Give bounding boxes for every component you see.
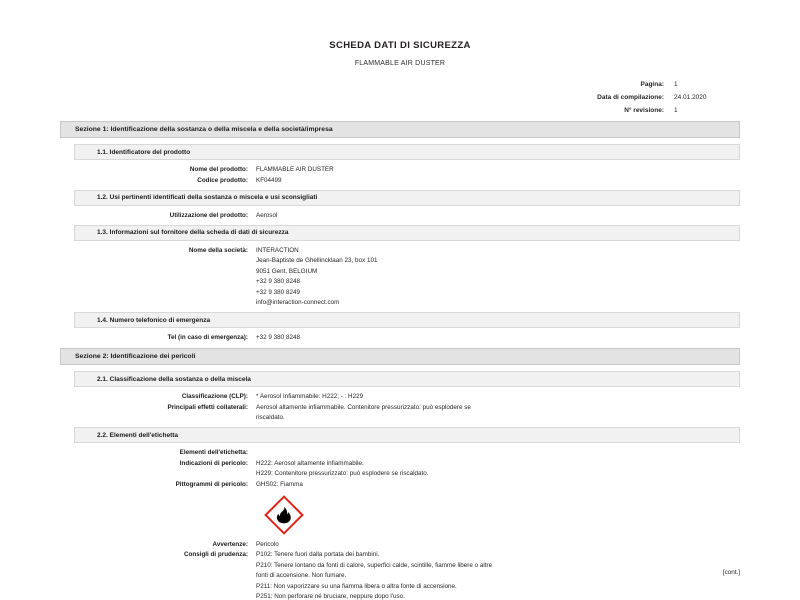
meta-value-revision: 1 [674, 107, 678, 114]
field-value: GHS02: Fiamma [256, 480, 303, 488]
field-company-email [60, 299, 740, 306]
pictogram-flame-glyph [264, 495, 304, 535]
field-value: H222: Aerosol altamente infiammabile. [256, 459, 364, 467]
field-value: fonti di accensione. Non fumare. [256, 572, 347, 579]
section-2-header: Sezione 2: Identificazione dei pericoli [60, 348, 740, 365]
meta-label-date: Data di compilazione: [597, 94, 664, 101]
field-emergency-phone [60, 334, 740, 341]
field-label: Nome della società: [188, 246, 248, 254]
field-value: +32 9 380 8249 [256, 288, 300, 296]
continuation-marker: [cont.] [722, 569, 740, 576]
field-signal-word [60, 541, 740, 548]
field-value: FLAMMABLE AIR DUSTER [256, 166, 334, 173]
document-meta [60, 81, 740, 114]
field-label-elements [60, 449, 740, 456]
field-label: Consigli di prudenza: [183, 551, 248, 558]
field-precautionary-line [60, 562, 740, 569]
field-precautionary-line [60, 583, 740, 590]
field-label: Pittogrammi di pericolo: [175, 480, 248, 488]
field-clp-classification [60, 393, 740, 400]
field-label: Principali effetti collaterali: [167, 403, 248, 411]
field-label: Codice prodotto: [197, 176, 248, 184]
field-value: +32 9 380 8248 [256, 278, 300, 285]
meta-label-page: Pagina: [640, 81, 664, 88]
field-value: riscaldato. [256, 414, 285, 421]
field-product-name [60, 166, 740, 173]
field-label: Nome del prodotto: [189, 166, 248, 173]
field-value: Pericolo [256, 540, 279, 548]
field-value: Jean-Baptiste de Ghellincklaan 23, box 101 [256, 257, 378, 264]
field-value: P102: Tenere fuori dalla portata dei bambini. [256, 551, 380, 558]
product-subtitle: FLAMMABLE AIR DUSTER [354, 60, 446, 67]
subsection-2-2-header: 2.2. Elementi dell'etichetta [74, 427, 740, 443]
field-label: Tel (in caso di emergenza): [167, 334, 248, 341]
subsection-1-1-header: 1.1. Identificatore del prodotto [74, 144, 740, 160]
field-adverse-effects [60, 404, 740, 411]
field-label: Elementi dell'etichetta: [179, 449, 248, 456]
field-value: INTERACTION [256, 246, 299, 254]
field-value: +32 9 380 8248 [256, 334, 300, 341]
field-value: * Aerosol Infiammabile: H222; - : H229 [256, 393, 364, 400]
field-value: Aerosol altamente infiammabile. Contenitore pressurizzato: può esplodere se [256, 403, 471, 411]
subsection-1-4-header: 1.4. Numero telefonico di emergenza [74, 312, 740, 328]
field-company-fax [60, 289, 740, 296]
field-company-address-line [60, 268, 740, 275]
field-value: info@interaction-connect.com [256, 299, 340, 306]
field-value: P210: Tenere lontano da fonti di calore, superfici calde, scintille, fiamme libere o altre [256, 561, 493, 569]
field-precautionary-line [60, 572, 740, 579]
field-value: Aerosol [256, 211, 278, 219]
field-label: Avvertenze: [212, 540, 248, 548]
field-value: P211: Non vaporizzare su una fiamma libera o altra fonte di accensione. [256, 582, 457, 590]
field-precautionary-line [60, 593, 740, 600]
field-value: P251: Non perforare né bruciare, neppure dopo l'uso. [256, 593, 405, 600]
field-value: 9051 Gent, BELGIUM [256, 267, 318, 275]
meta-row [60, 94, 740, 101]
subsection-1-2-header: 1.2. Usi pertinenti identificati della sostanza o miscela e usi sconsigliati [74, 190, 740, 206]
page-title: SCHEDA DATI DI SICUREZZA [329, 40, 471, 51]
field-product-use [60, 212, 740, 219]
field-company-name [60, 247, 740, 254]
field-company-address-line [60, 257, 740, 264]
field-product-code [60, 177, 740, 184]
field-hazard-statements-line [60, 470, 740, 477]
field-value: KF04499 [256, 176, 282, 184]
field-label: Utilizzazione del prodotto: [169, 211, 248, 219]
field-company-phone [60, 278, 740, 285]
section-1-header: Sezione 1: Identificazione della sostanza o della miscela e della società/impresa [60, 121, 740, 138]
field-value: H229: Contenitore pressurizzato: può esplodere se riscaldato. [256, 470, 429, 477]
meta-value-date: 24.01.2020 [674, 94, 707, 101]
meta-row [60, 81, 740, 88]
subsection-1-3-header: 1.3. Informazioni sul fornitore della scheda di dati di sicurezza [74, 225, 740, 241]
meta-label-revision: N° revisione: [624, 107, 664, 114]
field-label: Classificazione (CLP): [181, 393, 248, 400]
field-hazard-statements [60, 460, 740, 467]
subsection-2-1-header: 2.1. Classificazione della sostanza o della miscela [74, 371, 740, 387]
meta-value-page: 1 [674, 81, 678, 88]
meta-row [60, 107, 740, 114]
flame-hazard-pictogram-icon [264, 495, 304, 535]
field-precautionary-statements [60, 551, 740, 558]
field-hazard-pictograms [60, 481, 740, 488]
field-adverse-effects-line [60, 414, 740, 421]
field-label: Indicazioni di pericolo: [179, 459, 248, 467]
